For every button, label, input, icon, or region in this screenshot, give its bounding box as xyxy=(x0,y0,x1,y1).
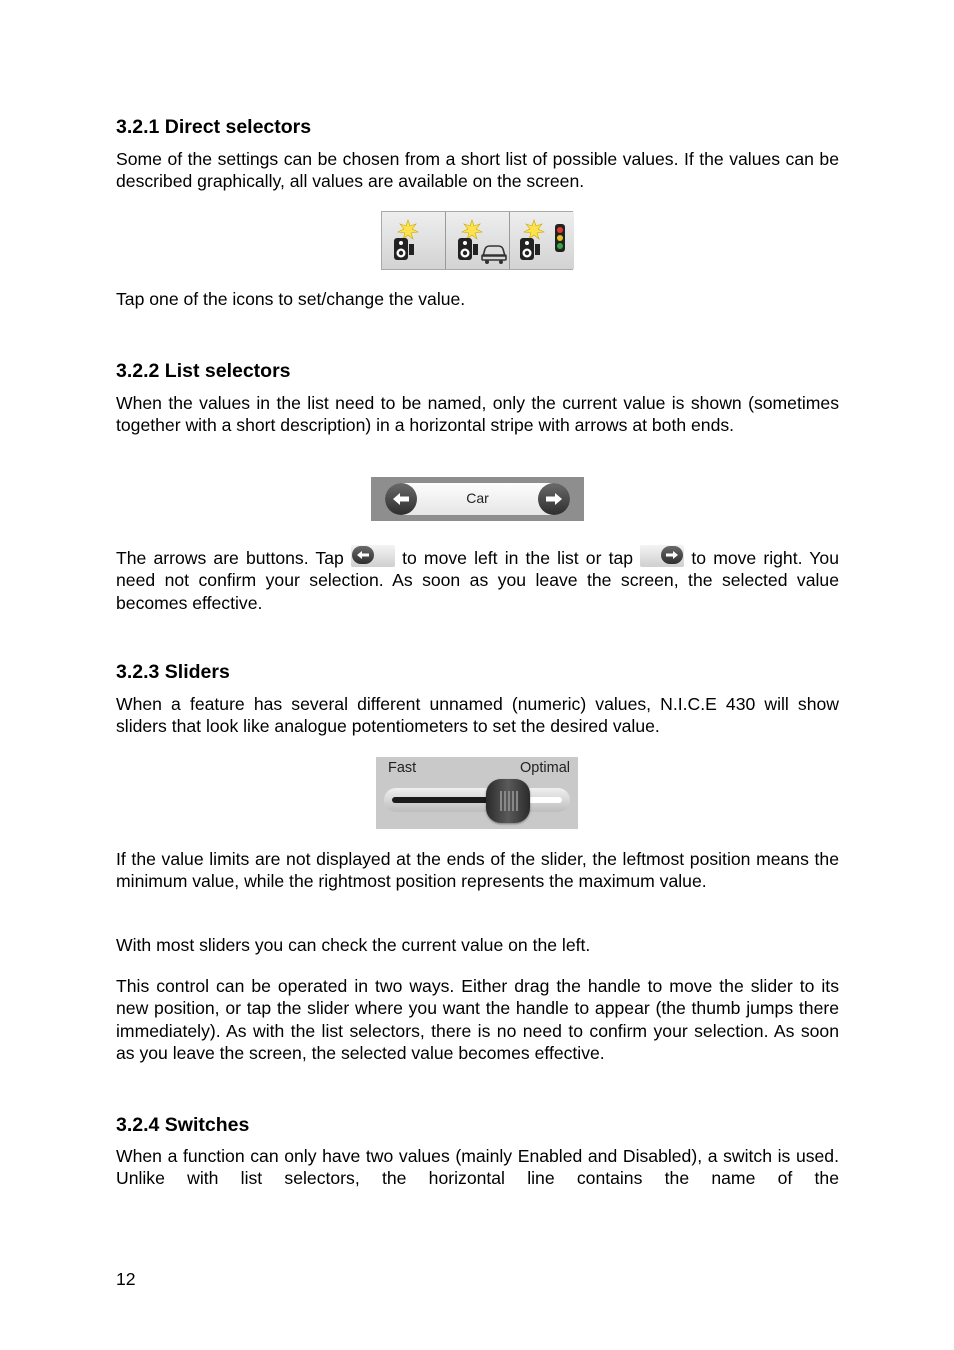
grip-line xyxy=(516,791,518,811)
list-selector-stripe xyxy=(385,483,570,515)
grip-line xyxy=(512,791,514,811)
speed-camera-icon xyxy=(382,212,446,269)
arrow-left-icon xyxy=(352,546,374,564)
text-span: to move right. You need not confirm your selection. As soon as you leave the screen, the selected value becomes effective. xyxy=(116,548,839,613)
section-heading-list-selectors: 3.2.2 List selectors xyxy=(116,360,291,382)
grip-line xyxy=(500,791,502,811)
inline-left-arrow-button xyxy=(351,545,395,567)
paragraph: If the value limits are not displayed at the ends of the slider, the leftmost position means the minimum value, while the rightmost position represents the maximum value. xyxy=(116,849,839,892)
paragraph: With most sliders you can check the current value on the left. xyxy=(116,935,591,955)
paragraph: This control can be operated in two ways. Either drag the handle to move the slider to its new position, or tap the slider where you want the handle to appear (the thumb jumps there immediately). As with the list selectors, there is no need to confirm your selection. As soon as you leave the screen, the selected value becomes effective. xyxy=(116,976,839,1064)
direct-selector-figure[interactable] xyxy=(381,211,573,270)
speed-camera-traffic-light-icon xyxy=(510,212,574,269)
speed-camera-traffic-light-option[interactable] xyxy=(510,212,574,269)
grip-line xyxy=(504,791,506,811)
paragraph: When a function can only have two values (mainly Enabled and Disabled), a switch is used. Unlike with list selectors, the horizontal line contains the name of the xyxy=(116,1146,839,1189)
section-heading-sliders: 3.2.3 Sliders xyxy=(116,661,230,683)
grip-line xyxy=(508,791,510,811)
text-span: The arrows are buttons. Tap xyxy=(116,548,351,568)
paragraph: When a feature has several different unnamed (numeric) values, N.I.C.E 430 will show sliders that look like analogue potentiometers to set the desired value. xyxy=(116,694,839,737)
paragraph-arrows xyxy=(116,545,839,614)
list-left-arrow-button[interactable] xyxy=(385,483,417,515)
page-number: 12 xyxy=(116,1269,136,1289)
arrow-left-icon xyxy=(385,483,417,515)
list-right-arrow-button[interactable] xyxy=(538,483,570,515)
list-selector-value: Car xyxy=(466,490,489,506)
inline-right-arrow-button xyxy=(640,545,684,567)
arrow-right-icon xyxy=(538,483,570,515)
list-selector-figure xyxy=(371,477,584,521)
slider-figure xyxy=(376,757,578,829)
slider-groove xyxy=(392,797,562,803)
section-heading-direct-selectors: 3.2.1 Direct selectors xyxy=(116,116,312,138)
slider-track[interactable] xyxy=(384,788,570,812)
slider-min-label: Fast xyxy=(388,760,417,776)
speed-camera-option[interactable] xyxy=(382,212,446,269)
paragraph: Tap one of the icons to set/change the value. xyxy=(116,289,466,309)
arrow-right-icon xyxy=(661,546,683,564)
paragraph: When the values in the list need to be named, only the current value is shown (sometimes together with a short description) in a horizontal stripe with arrows at both ends. xyxy=(116,393,839,436)
text-span: to move left in the list or tap xyxy=(394,548,641,568)
slider-handle[interactable] xyxy=(486,779,530,823)
speed-camera-car-option[interactable] xyxy=(446,212,510,269)
paragraph: Some of the settings can be chosen from a short list of possible values. If the values can be described graphically, all values are available on the screen. xyxy=(116,149,839,192)
speed-camera-car-icon xyxy=(446,212,510,269)
section-heading-switches: 3.2.4 Switches xyxy=(116,1114,250,1136)
slider-max-label: Optimal xyxy=(520,760,570,776)
